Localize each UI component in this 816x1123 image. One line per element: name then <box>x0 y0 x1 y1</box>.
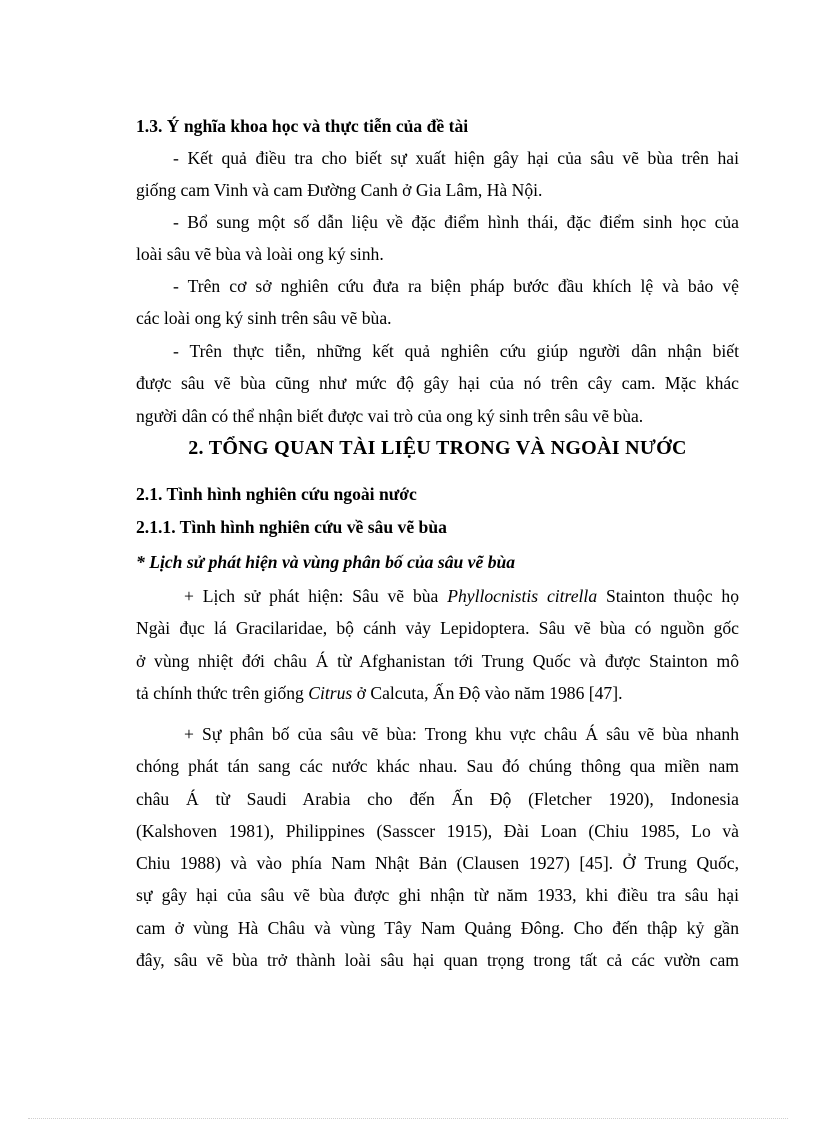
paragraph-distribution <box>136 718 739 976</box>
paragraph-line <box>136 677 739 709</box>
paragraph-practice <box>136 335 739 432</box>
paragraph-line: - Bổ sung một số dẫn liệu về đặc điểm hình thái, đặc điểm sinh học của <box>173 212 739 232</box>
paragraph-line: - Trên cơ sở nghiên cứu đưa ra biện pháp bước đầu khích lệ và bảo vệ <box>173 276 739 296</box>
text-run: ở Calcuta, Ấn Độ vào năm 1986 [47]. <box>352 682 623 703</box>
text-run: tả chính thức trên giống <box>136 682 309 703</box>
paragraph-line <box>136 580 739 612</box>
paragraph-line: giống cam Vinh và cam Đường Canh ở Gia Lâm, Hà Nội. <box>136 180 543 201</box>
paragraph-line: ở vùng nhiệt đới châu Á từ Afghanistan tới Trung Quốc và được Stainton mô <box>136 650 739 671</box>
paragraph-line: châu Á từ Saudi Arabia cho đến Ấn Độ (Fletcher 1920), Indonesia <box>136 788 739 809</box>
paragraph-line: người dân có thể nhận biết được vai trò của ong ký sinh trên sâu vẽ bùa. <box>136 405 644 426</box>
scientific-name: Phyllocnistis citrella <box>447 586 598 606</box>
page-bottom-divider <box>28 1118 788 1119</box>
paragraph-line: - Kết quả điều tra cho biết sự xuất hiện gây hại của sâu vẽ bùa trên hai <box>173 148 739 168</box>
paragraph-line: đây, sâu vẽ bùa trở thành loài sâu hại quan trọng trong tất cả các vườn cam <box>136 950 739 971</box>
paragraph-line: + Sự phân bố của sâu vẽ bùa: Trong khu vực châu Á sâu vẽ bùa nhanh <box>184 724 739 744</box>
paragraph-line: (Kalshoven 1981), Philippines (Sasscer 1915), Đài Loan (Chiu 1985, Lo và <box>136 820 739 841</box>
text-run: + Lịch sử phát hiện: Sâu vẽ bùa <box>184 586 448 606</box>
paragraph-line: - Trên thực tiễn, những kết quả nghiên cứu giúp người dân nhận biết <box>173 341 739 361</box>
chapter-2-heading: 2. TỔNG QUAN TÀI LIỆU TRONG VÀ NGOÀI NƯỚC <box>188 437 687 459</box>
paragraph-line: sự gây hại của sâu vẽ bùa được ghi nhận từ năm 1933, khi điều tra sâu hại <box>136 885 739 906</box>
section-2-1-heading: 2.1. Tình hình nghiên cứu ngoài nước <box>136 484 417 504</box>
paragraph-line: được sâu vẽ bùa cũng như mức độ gây hại của nó trên cây cam. Mặc khác <box>136 373 739 394</box>
paragraph-line: Ngài đục lá Gracilaridae, bộ cánh vảy Lepidoptera. Sâu vẽ bùa có nguồn gốc <box>136 618 739 639</box>
paragraph-line: các loài ong ký sinh trên sâu vẽ bùa. <box>136 308 392 329</box>
history-distribution-subheading: * Lịch sử phát hiện và vùng phân bố của sâu vẽ bùa <box>136 552 516 572</box>
paragraph-line: Chiu 1988) và vào phía Nam Nhật Bản (Clausen 1927) [45]. Ở Trung Quốc, <box>136 853 739 874</box>
text-run: Stainton thuộc họ <box>597 586 740 606</box>
paragraph-history <box>136 580 739 709</box>
scientific-name: Citrus <box>308 682 353 703</box>
section-2-1-1-heading: 2.1.1. Tình hình nghiên cứu về sâu vẽ bùa <box>136 517 447 537</box>
paragraph-line: cam ở vùng Hà Châu và vùng Tây Nam Quảng Đông. Cho đến thập kỷ gần <box>136 917 739 938</box>
paragraph-supplement <box>136 206 739 271</box>
section-1-3-heading: 1.3. Ý nghĩa khoa học và thực tiễn của đề tài <box>136 116 469 136</box>
paragraph-research-basis <box>136 270 739 335</box>
paragraph-line: loài sâu vẽ bùa và loài ong ký sinh. <box>136 244 384 265</box>
paragraph-result <box>136 142 739 207</box>
paragraph-line: chóng phát tán sang các nước khác nhau. Sau đó chúng thông qua miền nam <box>136 756 739 777</box>
